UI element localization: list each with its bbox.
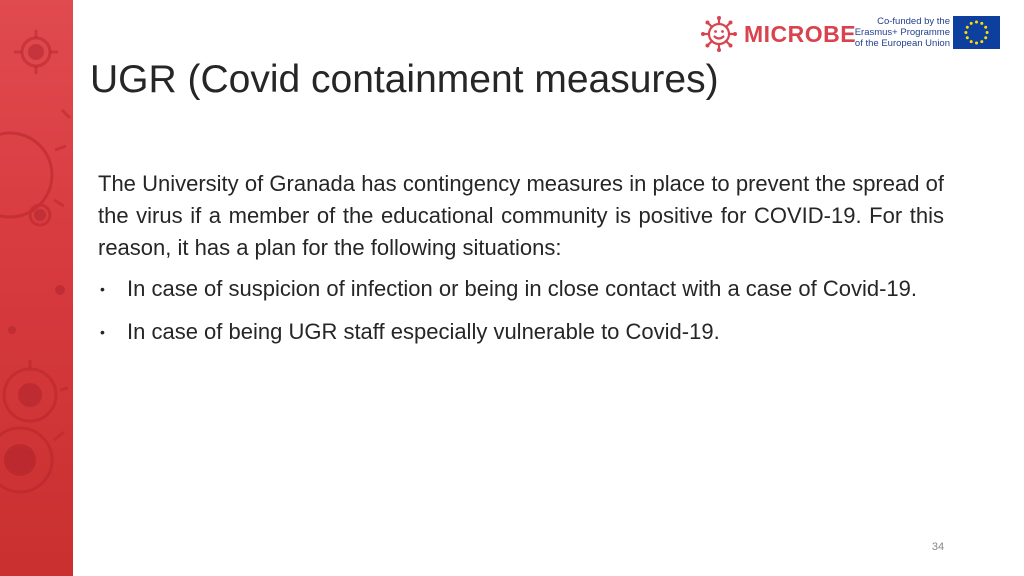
- decorative-side-strip: [0, 0, 73, 576]
- microbe-logo-text: MICROBE: [744, 20, 857, 47]
- eu-line-3: of the European Union: [854, 38, 950, 49]
- bullet-icon: •: [100, 324, 105, 340]
- bullet-text: In case of being UGR staff especially vulnerable to Covid-19.: [127, 319, 720, 344]
- eu-line-1: Co-funded by the: [877, 16, 950, 27]
- bullet-list: [98, 273, 944, 348]
- eu-line-2: Erasmus+ Programme: [854, 27, 950, 38]
- bullet-item: [98, 316, 944, 348]
- virus-pattern-icon: [0, 0, 73, 576]
- slide-body: [98, 168, 944, 359]
- eu-funding-text: [850, 16, 950, 49]
- bullet-item: [98, 273, 944, 305]
- intro-paragraph: The University of Granada has contingency measures in place to prevent the spread of the virus if a member of the educational community is positive for COVID-19. For this reason, it has a plan for the following situations:: [98, 171, 944, 260]
- slide-title: UGR (Covid containment measures): [90, 58, 719, 101]
- virus-smile-icon: [700, 15, 738, 53]
- eu-stars-icon: [953, 16, 1000, 49]
- page-number: 34: [931, 541, 945, 553]
- bullet-text: In case of suspicion of infection or being in close contact with a case of Covid-19.: [127, 276, 917, 301]
- eu-flag-icon: [953, 16, 1000, 49]
- bullet-icon: •: [100, 281, 105, 297]
- microbe-logo: [700, 14, 856, 54]
- header-logos: [700, 12, 1010, 58]
